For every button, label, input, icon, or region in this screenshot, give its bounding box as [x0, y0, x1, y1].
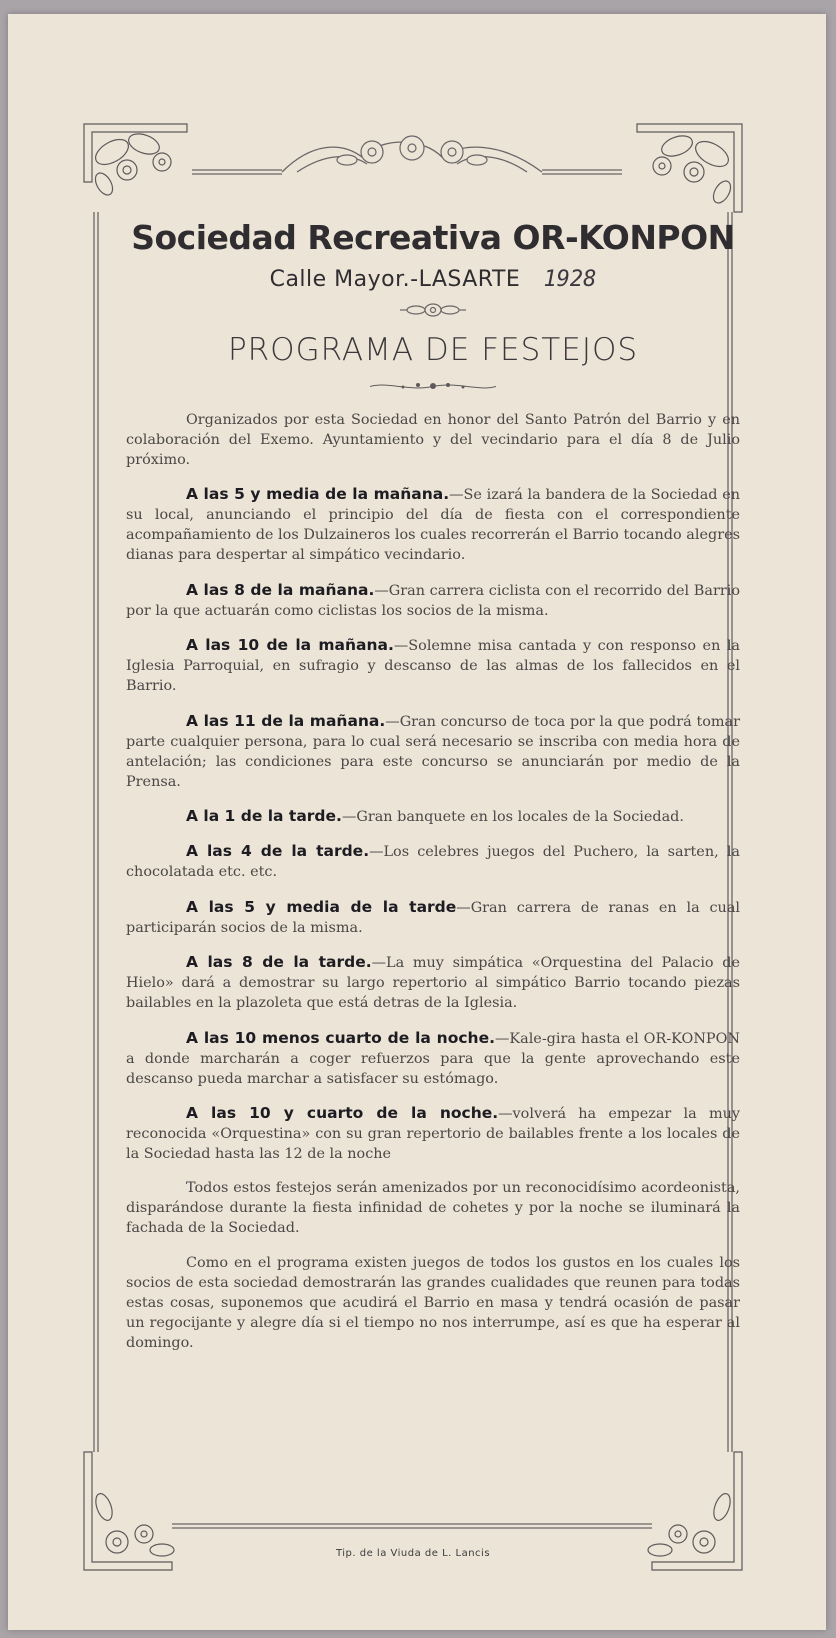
event-item: [126, 635, 740, 696]
event-item: [126, 897, 740, 938]
event-item: [126, 952, 740, 1013]
event-time: A las 8 de la tarde.: [186, 953, 372, 972]
event-description: —Gran concurso de toca por la que podrá tomar parte cualquier persona, para lo cual será necesario se inscriba con media hora de antelación; las condiciones para este concurso se anunciarán por medio de la Prensa.: [126, 713, 740, 790]
event-time: A las 10 y cuarto de la noche.: [186, 1103, 499, 1122]
society-title: Sociedad Recreativa OR-KONPON: [131, 218, 735, 257]
event-time: A las 8 de la mañana.: [186, 580, 375, 599]
event-time: A las 10 de la mañana.: [186, 636, 394, 655]
event-item: [126, 1103, 740, 1164]
event-item: [126, 841, 740, 882]
closing-paragraph: Todos estos festejos serán amenizados por un reconocidísimo acordeonista, disparándose durante la fiesta infinidad de cohetes y por la noche se iluminará la fachada de la Sociedad.: [126, 1180, 740, 1237]
event-item: [126, 806, 740, 827]
events-list: [126, 484, 740, 1164]
event-description: —Se izará la bandera de la Sociedad en su local, anunciando el principio del día de fiesta con el correspondiente acompañamiento de los Dulzaineros los cuales recorrerán el Barrio tocando alegres dianas para despertar al simpático vecindario.: [126, 487, 740, 564]
event-description: —Solemne misa cantada y con responso en la Iglesia Parroquial, en sufragio y descanso de las almas de los fallecidos en el Barrio.: [126, 638, 740, 695]
event-time: A las 5 y media de la mañana.: [186, 485, 450, 504]
address: Calle Mayor.-LASARTE: [269, 267, 521, 292]
divider-ornament-icon: [368, 380, 498, 392]
event-description: —volverá ha empezar la muy reconocida «Orquestina» con su gran repertorio de bailables frente a los locales de la Sociedad hasta las 12 de la noche: [126, 1105, 740, 1162]
event-description: —Los celebres juegos del Puchero, la sarten, la chocolatada etc. etc.: [126, 844, 740, 881]
small-ornament-icon: [398, 302, 468, 318]
event-description: —Kale-gira hasta el OR-KONPON a donde marcharán a coger refuerzos para que la gente aprovechando este descanso pueda marchar a satisfacer su estómago.: [126, 1030, 741, 1087]
ornamental-frame: [82, 122, 744, 1572]
event-description: —Gran carrera ciclista con el recorrido del Barrio por la que actuarán como ciclistas los socios de la misma.: [126, 582, 740, 619]
printer-credit: Tip. de la Viuda de L. Lancis: [335, 1548, 491, 1559]
year-handwritten: 1928: [543, 267, 597, 292]
event-item: [126, 711, 740, 792]
program-heading: PROGRAMA DE FESTEJOS: [227, 332, 639, 368]
event-time: A las 11 de la mañana.: [186, 711, 386, 730]
address-line: [126, 267, 740, 292]
event-description: —La muy simpática «Orquestina del Palacio de Hielo» dará a demostrar su largo repertorio al simpático Barrio tocando piezas bailables en la plazoleta que está detras de la Iglesia.: [126, 955, 740, 1012]
event-description: —Gran carrera de ranas en la cual participarán socios de la misma.: [126, 899, 740, 936]
closing-paragraph: Como en el programa existen juegos de todos los gustos en los cuales los socios de esta sociedad demostrarán las grandes cualidades que reunen para todas estas cosas, suponemos que acudirá el Barrio en masa y tendrá ocasión de pasar un regocijante y alegre día si el tiempo no nos interrumpe, así es que ha esperar al domingo.: [126, 1254, 740, 1351]
event-item: [126, 580, 740, 621]
event-item: [126, 484, 740, 565]
event-time: A las 10 menos cuarto de la noche.: [186, 1028, 495, 1047]
event-time: A las 5 y media de la tarde: [186, 897, 457, 916]
event-time: A las 4 de la tarde.: [186, 842, 370, 861]
program-content: [126, 218, 740, 1367]
intro-paragraph: Organizados por esta Sociedad en honor del Santo Patrón del Barrio y en colaboración del Exemo. Ayuntamiento y del vecindario para el día 8 de Julio próximo.: [126, 412, 740, 468]
event-time: A la 1 de la tarde.: [186, 806, 342, 825]
event-item: [126, 1028, 740, 1089]
event-description: —Gran banquete en los locales de la Sociedad.: [341, 808, 684, 825]
program-sheet: [8, 14, 826, 1630]
